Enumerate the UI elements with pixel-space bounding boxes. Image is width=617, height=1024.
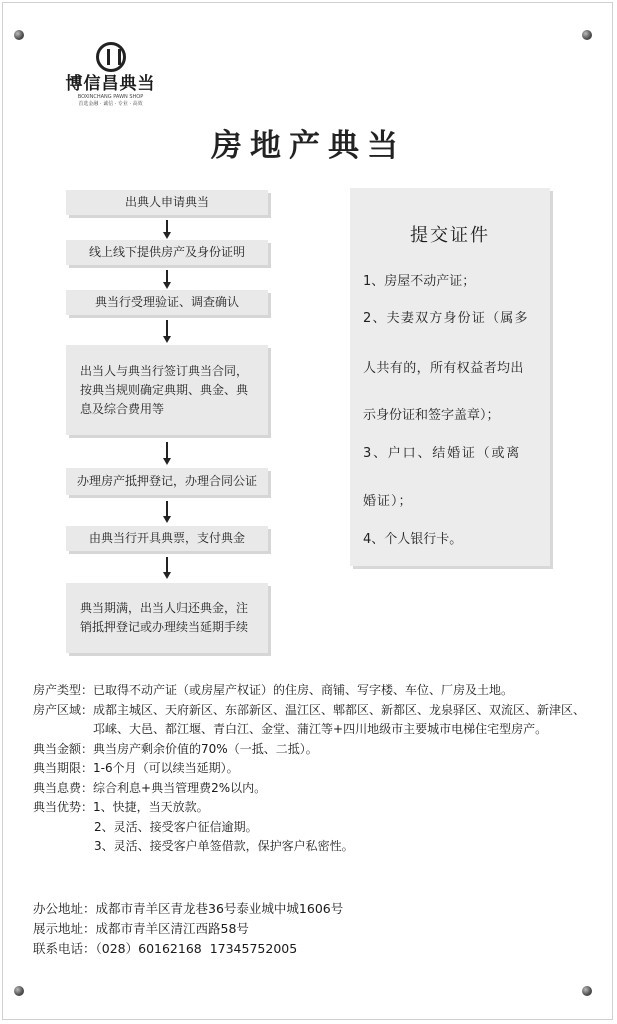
screw-icon	[14, 986, 24, 996]
arrow-down-icon	[164, 270, 170, 289]
flow-step-3: 典当行受理验证、调查确认	[66, 290, 268, 315]
flow-step-4-text: 出当人与典当行签订典当合同，按典当规则确定典期、典金、典息及综合费用等	[80, 363, 249, 416]
arrow-down-icon	[164, 220, 170, 239]
advantage-item: 3、灵活、接受客户单签借款，保护客户私密性。	[94, 839, 354, 853]
contact-label: 展示地址：	[33, 921, 96, 936]
info-label: 房产类型：	[33, 683, 94, 697]
info-value: 典当房产剩余价值的70%（一抵、二抵）。	[93, 741, 318, 756]
logo-name: 博信昌典当	[65, 74, 156, 94]
info-row-amount	[33, 740, 593, 760]
info-label: 典当金额：	[33, 741, 94, 756]
flow-step-1: 出典人申请典当	[66, 190, 268, 215]
info-row-area	[33, 701, 593, 740]
pawn-info	[33, 681, 593, 857]
info-value: 1、快捷，当天放款。	[93, 800, 209, 814]
info-label: 典当优势：	[33, 800, 94, 814]
advantage-item: 2、灵活、接受客户征信逾期。	[94, 819, 258, 834]
contact-phone	[33, 939, 343, 959]
documents-line: 示身份证和签字盖章）；	[363, 408, 500, 423]
info-label: 典当息费：	[33, 780, 94, 795]
arrow-down-icon	[164, 442, 170, 465]
flow-step-7	[66, 583, 268, 653]
documents-title: 提交证件	[410, 225, 490, 246]
documents-line: 婚证）；	[363, 494, 413, 509]
documents-line: 3、户口、结婚证（或离	[363, 446, 522, 461]
phone-number: （028）60162168 17345752005	[95, 941, 298, 956]
info-label: 典当期限：	[33, 761, 94, 775]
page-title: 房地产典当	[211, 128, 406, 164]
contact-info	[33, 899, 343, 959]
logo-subtitle: BOXINCHANG PAWN SHOP	[77, 94, 144, 100]
documents-line: 4、个人银行卡。	[363, 532, 463, 547]
flow-step-5: 办理房产抵押登记，办理合同公证	[66, 468, 268, 495]
info-row-advantage	[33, 798, 593, 818]
logo	[58, 42, 163, 112]
arrow-down-icon	[164, 320, 170, 343]
logo-tagline: 首选金融 · 诚信 · 专业 · 高效	[78, 101, 143, 107]
info-row-term	[33, 759, 593, 779]
contact-label: 办公地址：	[33, 901, 96, 916]
contact-office	[33, 899, 343, 919]
info-row-type	[33, 681, 593, 701]
documents-line: 人共有的，所有权益者均出	[363, 361, 524, 376]
documents-panel	[350, 188, 550, 566]
info-value: 已取得不动产证（或房屋产权证）的住房、商铺、写字楼、车位、厂房及土地。	[93, 683, 514, 697]
screw-icon	[14, 30, 24, 40]
info-row-interest	[33, 779, 593, 799]
office-address: 成都市青羊区青龙巷36号泰业城中城1606号	[95, 901, 344, 916]
info-label: 房产区域：	[33, 702, 94, 717]
documents-line: 2、夫妻双方身份证（属多	[363, 311, 529, 326]
screw-icon	[582, 986, 592, 996]
flow-step-7-text: 典当期满，出当人归还典金，注销抵押登记或办理续当延期手续	[80, 601, 249, 634]
flow-step-6: 由典当行开具典票，支付典金	[66, 526, 268, 551]
info-value: 1-6个月（可以续当延期）。	[93, 761, 239, 775]
contact-show	[33, 919, 343, 939]
screw-icon	[582, 30, 592, 40]
logo-mark-icon	[96, 42, 126, 72]
contact-label: 联系电话：	[33, 941, 96, 956]
info-value: 综合利息+典当管理费2%以内。	[93, 780, 267, 795]
documents-line: 1、房屋不动产证；	[363, 274, 476, 289]
arrow-down-icon	[164, 557, 170, 579]
flow-step-2: 线上线下提供房产及身份证明	[66, 240, 268, 265]
arrow-down-icon	[164, 501, 170, 523]
show-address: 成都市青羊区清江西路58号	[95, 921, 249, 936]
info-value: 成都主城区、天府新区、东部新区、温江区、郫都区、新都区、龙泉驿区、双流区、新津区、邛崃、大邑、都江堰、青白江、金堂、蒲江等+四川地级市主要城市电梯住宅型房产。	[93, 702, 586, 736]
flow-step-4	[66, 345, 268, 435]
